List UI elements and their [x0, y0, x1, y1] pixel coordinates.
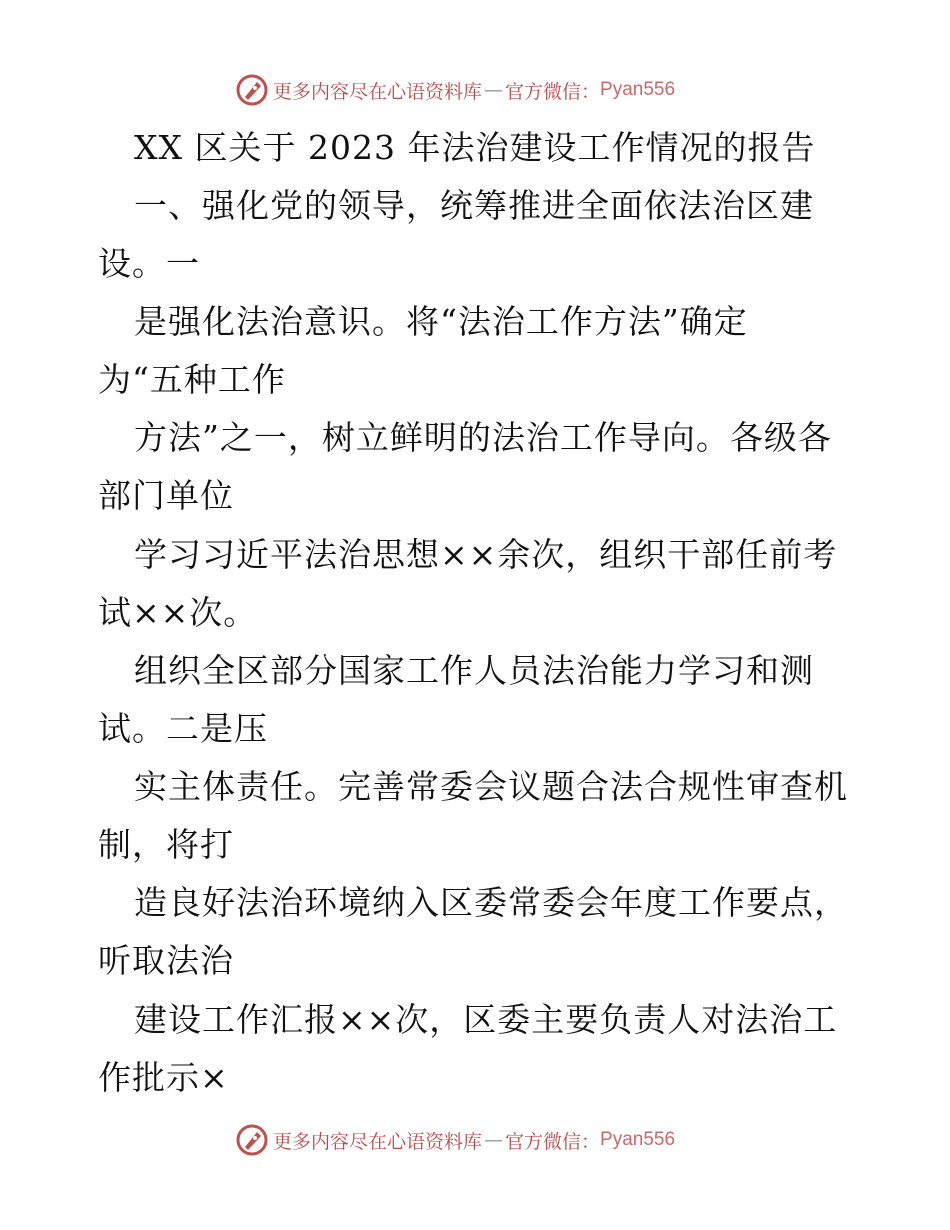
text-line: 方法”之一，树立鲜明的法治工作导向。各级各: [134, 418, 832, 457]
footer-watermark: [235, 1122, 675, 1158]
text-line: 制，将打: [98, 825, 234, 864]
text-line: 组织全区部分国家工作人员法治能力学习和测: [134, 651, 814, 690]
pen-nib-logo-icon: [235, 1123, 269, 1157]
text-line: 一、强化党的领导，统筹推进全面依法治区建: [134, 186, 814, 225]
watermark-wechat-id: Pyan556: [600, 1129, 676, 1150]
watermark-wechat-id: Pyan556: [600, 79, 676, 100]
text-line: 设。一: [98, 244, 200, 283]
text-line: 部门单位: [98, 476, 234, 515]
pen-nib-logo-icon: [235, 73, 269, 107]
header-watermark: [235, 72, 675, 108]
watermark-separator: —: [484, 79, 504, 101]
text-line: 实主体责任。完善常委会议题合法合规性审查机: [134, 767, 848, 806]
text-line: 是强化法治意识。将“法治工作方法”确定: [134, 302, 748, 341]
text-line: 试××次。: [98, 593, 258, 632]
text-line: 听取法治: [98, 941, 234, 980]
text-line: 学习习近平法治思想××余次，组织干部任前考: [134, 535, 838, 574]
watermark-text: 更多内容尽在心语资料库: [273, 1130, 483, 1153]
text-line: 造良好法治环境纳入区委常委会年度工作要点，: [134, 883, 848, 922]
text-line: 作批示×: [98, 1058, 229, 1097]
text-line: 为“五种工作: [98, 360, 286, 399]
document-title: XX 区关于 2023 年法治建设工作情况的报告: [134, 128, 816, 167]
text-line: 建设工作汇报××次，区委主要负责人对法治工: [134, 1000, 838, 1039]
watermark-wechat-label: 官方微信：: [505, 1130, 601, 1153]
watermark-text: 更多内容尽在心语资料库: [273, 80, 483, 103]
watermark-separator: —: [484, 1129, 504, 1151]
text-line: 试。二是压: [98, 709, 268, 748]
watermark-wechat-label: 官方微信：: [505, 80, 601, 103]
